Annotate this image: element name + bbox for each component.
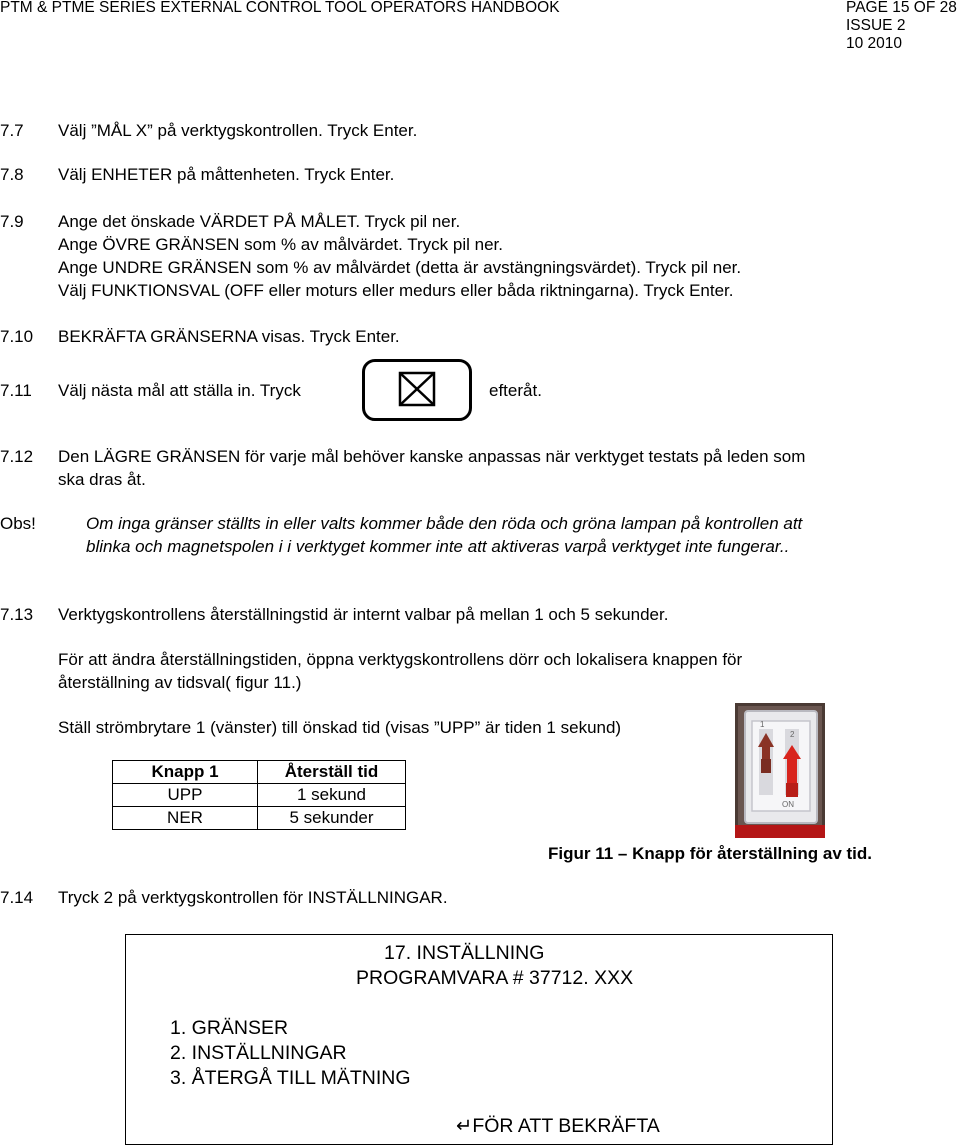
switch-label-1: 1 — [760, 720, 765, 729]
step-text: Verktygskontrollens återställningstid är internt valbar på mellan 1 och 5 sekunder. — [58, 605, 669, 624]
step-text: Tryck 2 på verktygskontrollen för INSTÄLLNINGAR. — [58, 888, 448, 907]
step-text: BEKRÄFTA GRÄNSERNA visas. Tryck Enter. — [58, 327, 400, 346]
cancel-x-key-icon — [398, 371, 436, 407]
step-text: Välj ”MÅL X” på verktygskontrollen. Tryck Enter. — [58, 121, 418, 140]
step-text: Välj ENHETER på måttenheten. Tryck Enter. — [58, 165, 395, 184]
table-header-row — [113, 761, 406, 784]
step-number: 7.8 — [0, 165, 24, 184]
step-number: 7.9 — [0, 212, 24, 231]
menu-item-settings: 2. INSTÄLLNINGAR — [170, 1042, 347, 1064]
issue-date: 10 2010 — [846, 35, 903, 52]
note-line: blinka och magnetspolen i i verktyget kommer inte att aktiveras varpå verktyget inte fungerar.. — [86, 537, 790, 556]
step-number: 7.13 — [0, 605, 34, 624]
table-cell: UPP — [113, 784, 258, 807]
confirm-hint — [456, 1114, 660, 1138]
cancel-key-illustration — [362, 359, 472, 421]
table-cell: NER — [113, 807, 258, 830]
step-line: Välj FUNKTIONSVAL (OFF eller moturs eller medurs eller båda riktningarna). Tryck Enter. — [58, 281, 734, 300]
figure-caption: Figur 11 – Knapp för återställning av tid. — [548, 844, 873, 863]
screen-software-version: PROGRAMVARA # 37712. XXX — [356, 967, 634, 989]
table-cell: 5 sekunder — [258, 807, 406, 830]
controller-display-screen — [125, 934, 833, 1145]
step-text-after-key: efteråt. — [489, 381, 542, 400]
table-row — [113, 807, 406, 830]
page-number: PAGE 15 OF 28 — [846, 0, 957, 16]
note-line: Om inga gränser ställts in eller valts kommer både den röda och gröna lampan på kontrollen att — [86, 514, 803, 533]
step-number: 7.12 — [0, 447, 34, 466]
document-title: PTM & PTME SERIES EXTERNAL CONTROL TOOL OPERATORS HANDBOOK — [0, 0, 560, 16]
step-number: 7.14 — [0, 888, 34, 907]
reset-time-table — [112, 760, 406, 830]
paragraph-line: För att ändra återställningstiden, öppna verktygskontrollens dörr och lokalisera knappen för — [58, 650, 743, 669]
paragraph-line: Ställ strömbrytare 1 (vänster) till önskad tid (visas ”UPP” är tiden 1 sekund) — [58, 718, 622, 737]
step-line: Den LÄGRE GRÄNSEN för varje mål behöver kanske anpassas när verktyget testats på leden som — [58, 447, 806, 466]
step-line: Ange ÖVRE GRÄNSEN som % av målvärdet. Tryck pil ner. — [58, 235, 503, 254]
step-number: 7.10 — [0, 327, 34, 346]
step-number: 7.11 — [0, 381, 32, 400]
table-cell: 1 sekund — [258, 784, 406, 807]
enter-arrow-icon: ↵ — [456, 1115, 473, 1137]
step-number: 7.7 — [0, 121, 24, 140]
paragraph-line: återställning av tidsval( figur 11.) — [58, 673, 302, 692]
screen-heading: 17. INSTÄLLNING — [384, 942, 545, 964]
switch-label-on: ON — [782, 800, 794, 809]
issue-number: ISSUE 2 — [846, 17, 906, 34]
table-header: Återställ tid — [258, 761, 406, 784]
dip-switch-photo — [735, 703, 825, 838]
step-text: Välj nästa mål att ställa in. Tryck — [58, 381, 301, 400]
note-label: Obs! — [0, 514, 36, 533]
table-row — [113, 784, 406, 807]
table-header: Knapp 1 — [113, 761, 258, 784]
step-line: ska dras åt. — [58, 470, 146, 489]
step-line: Ange UNDRE GRÄNSEN som % av målvärdet (detta är avstängningsvärdet). Tryck pil ner. — [58, 258, 742, 277]
step-line: Ange det önskade VÄRDET PÅ MÅLET. Tryck pil ner. — [58, 212, 461, 231]
confirm-text: FÖR ATT BEKRÄFTA — [472, 1115, 660, 1137]
switch-label-2: 2 — [790, 730, 795, 739]
menu-item-return: 3. ÅTERGÅ TILL MÄTNING — [170, 1067, 411, 1089]
menu-item-limits: 1. GRÄNSER — [170, 1017, 289, 1039]
